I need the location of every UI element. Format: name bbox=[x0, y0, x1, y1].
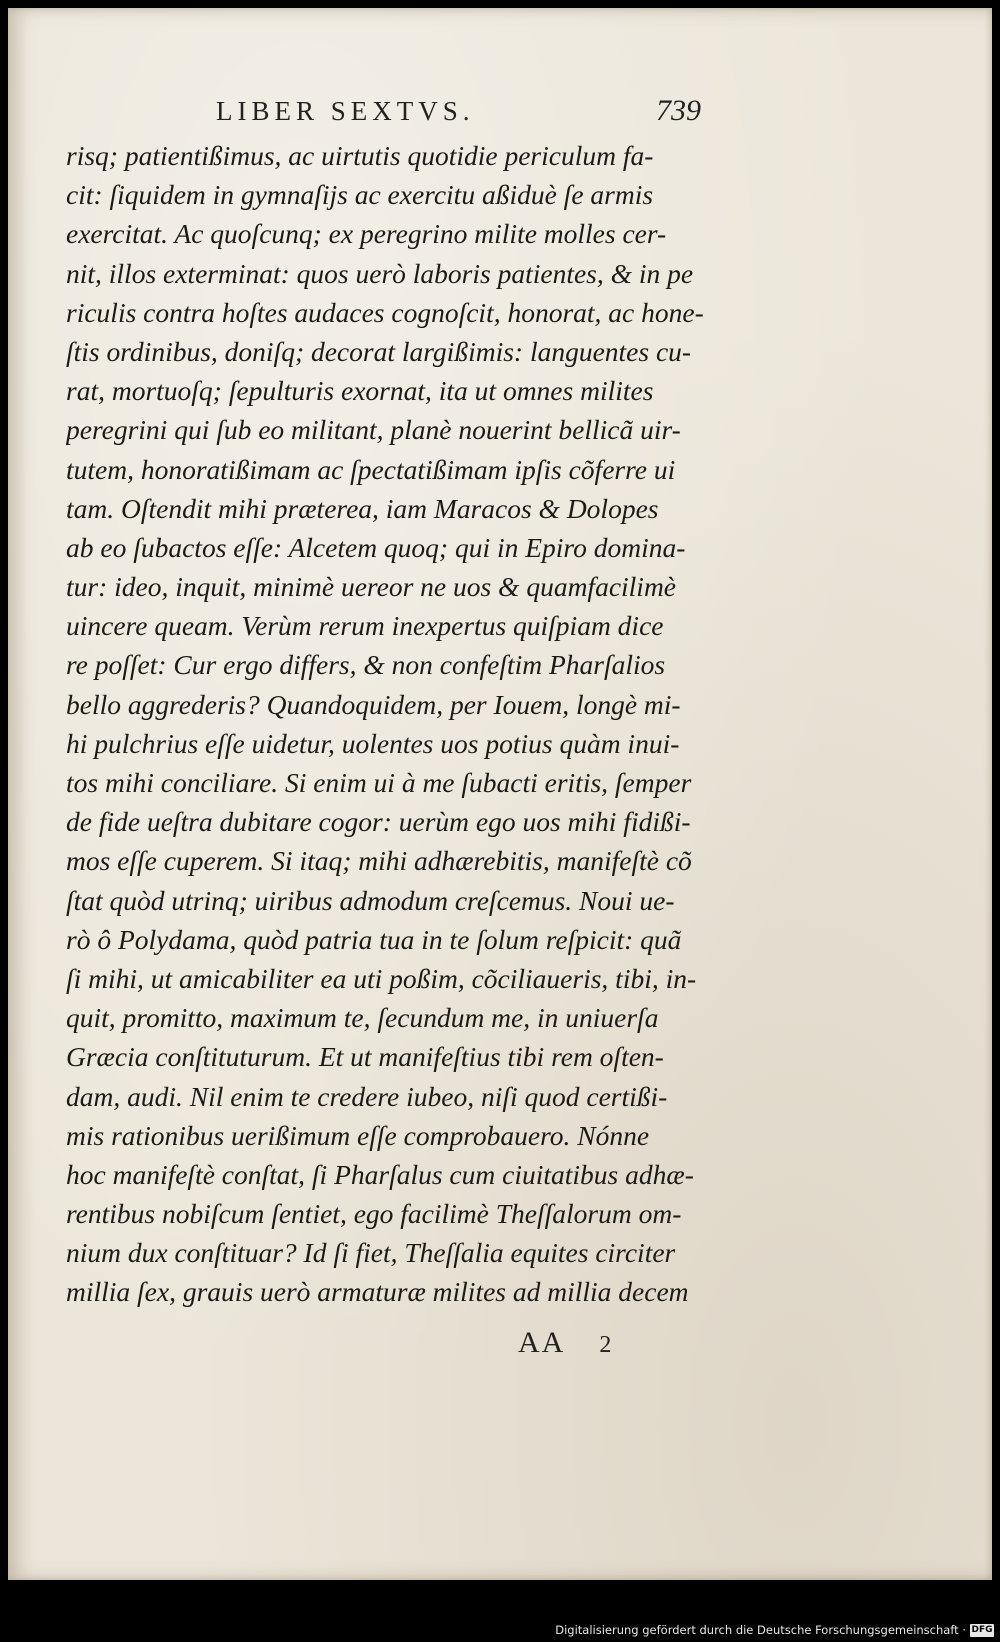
signature-mark bbox=[518, 1326, 613, 1360]
funding-credit: Digitalisierung gefördert durch die Deutsche Forschungsgemeinschaft · bbox=[555, 1623, 966, 1637]
text-line: dam, audi. Nil enim te credere iubeo, niſi quod certißi- bbox=[66, 1080, 668, 1112]
text-line: de fide ueſtra dubitare cogor: uerùm ego uos mihi fidißi- bbox=[66, 806, 691, 838]
text-line: hoc manifeſtè conſtat, ſi Pharſalus cum ciuitatibus adhæ- bbox=[66, 1158, 694, 1190]
text-line: quit, promitto, maximum te, ſecundum me, in uniuerſa bbox=[66, 1002, 659, 1034]
text-line: ſi mihi, ut amicabiliter ea uti poßim, cõciliaueris, tibi, in- bbox=[66, 962, 697, 994]
text-line: peregrini qui ſub eo militant, planè nouerint bellicã uir- bbox=[66, 414, 681, 446]
text-line: mos eſſe cuperem. Si itaq; mihi adhærebitis, manifeſtè cõ bbox=[66, 845, 692, 877]
text-line: ſtis ordinibus, doniſq; decorat largißimis: languentes cu- bbox=[66, 335, 692, 367]
signature-letters: AA bbox=[518, 1326, 566, 1359]
text-line: hi pulchrius eſſe uidetur, uolentes uos potius quàm inui- bbox=[66, 727, 680, 759]
text-line: nit, illos exterminat: quos uerò laboris patientes, & in pe bbox=[66, 257, 694, 289]
text-line: tos mihi conciliare. Si enim ui à me ſubacti eritis, ſemper bbox=[66, 767, 692, 798]
signature-number: 2 bbox=[599, 1332, 614, 1358]
text-line: rentibus nobiſcum ſentiet, ego facilimè Theſſalorum om- bbox=[66, 1198, 682, 1230]
text-line: exercitat. Ac quoſcunq; ex peregrino milite molles cer- bbox=[66, 218, 667, 250]
text-line: rò ô Polydama, quòd patria tua in te ſolum reſpicit: quã bbox=[66, 923, 682, 955]
book-page bbox=[8, 8, 992, 1580]
text-line: tam. Oſtendit mihi præterea, iam Maracos & Dolopes bbox=[66, 492, 659, 524]
text-line: tutem, honoratißimam ac ſpectatißimam ipſis cõferre ui bbox=[66, 453, 676, 485]
page-number: 739 bbox=[656, 94, 701, 127]
text-line: Græcia conſtituturum. Et ut manifeſtius tibi rem oſten- bbox=[66, 1041, 664, 1073]
text-line: rat, mortuoſq; ſepulturis exornat, ita ut omnes milites bbox=[66, 375, 654, 407]
body-text bbox=[66, 136, 736, 1312]
text-line: tur: ideo, inquit, minimè uereor ne uos & quamfacilimè bbox=[66, 571, 677, 603]
text-line: bello aggrederis? Quandoquidem, per Iouem, longè mi- bbox=[66, 688, 681, 720]
text-line: ab eo ſubactos eſſe: Alcetem quoq; qui in Epiro domina- bbox=[66, 531, 686, 563]
digitization-footer bbox=[0, 1620, 1000, 1642]
running-title: LIBER SEXTVS. bbox=[216, 96, 475, 126]
text-line: riculis contra hoſtes audaces cognoſcit, honorat, ac hone- bbox=[66, 296, 704, 328]
page-header bbox=[216, 96, 736, 136]
text-line: uincere queam. Verùm rerum inexpertus quiſpiam dice bbox=[66, 610, 664, 642]
text-line: cit: ſiquidem in gymnaſijs ac exercitu aßiduè ſe armis bbox=[66, 179, 654, 211]
text-line: millia ſex, grauis uerò armaturæ milites ad millia decem bbox=[66, 1276, 689, 1308]
text-line: mis rationibus uerißimum eſſe comprobauero. Nónne bbox=[66, 1119, 650, 1151]
text-line: risq; patientißimus, ac uirtutis quotidie periculum fa- bbox=[66, 140, 654, 171]
text-line: nium dux conſtituar? Id ſi fiet, Theſſalia equites circiter bbox=[66, 1237, 676, 1269]
text-line: re poſſet: Cur ergo differs, & non confeſtim Pharſalios bbox=[66, 649, 666, 681]
text-line: ſtat quòd utrinq; uiribus admodum creſcemus. Noui ue- bbox=[66, 884, 675, 916]
dfg-logo-icon: DFG bbox=[971, 1625, 993, 1635]
